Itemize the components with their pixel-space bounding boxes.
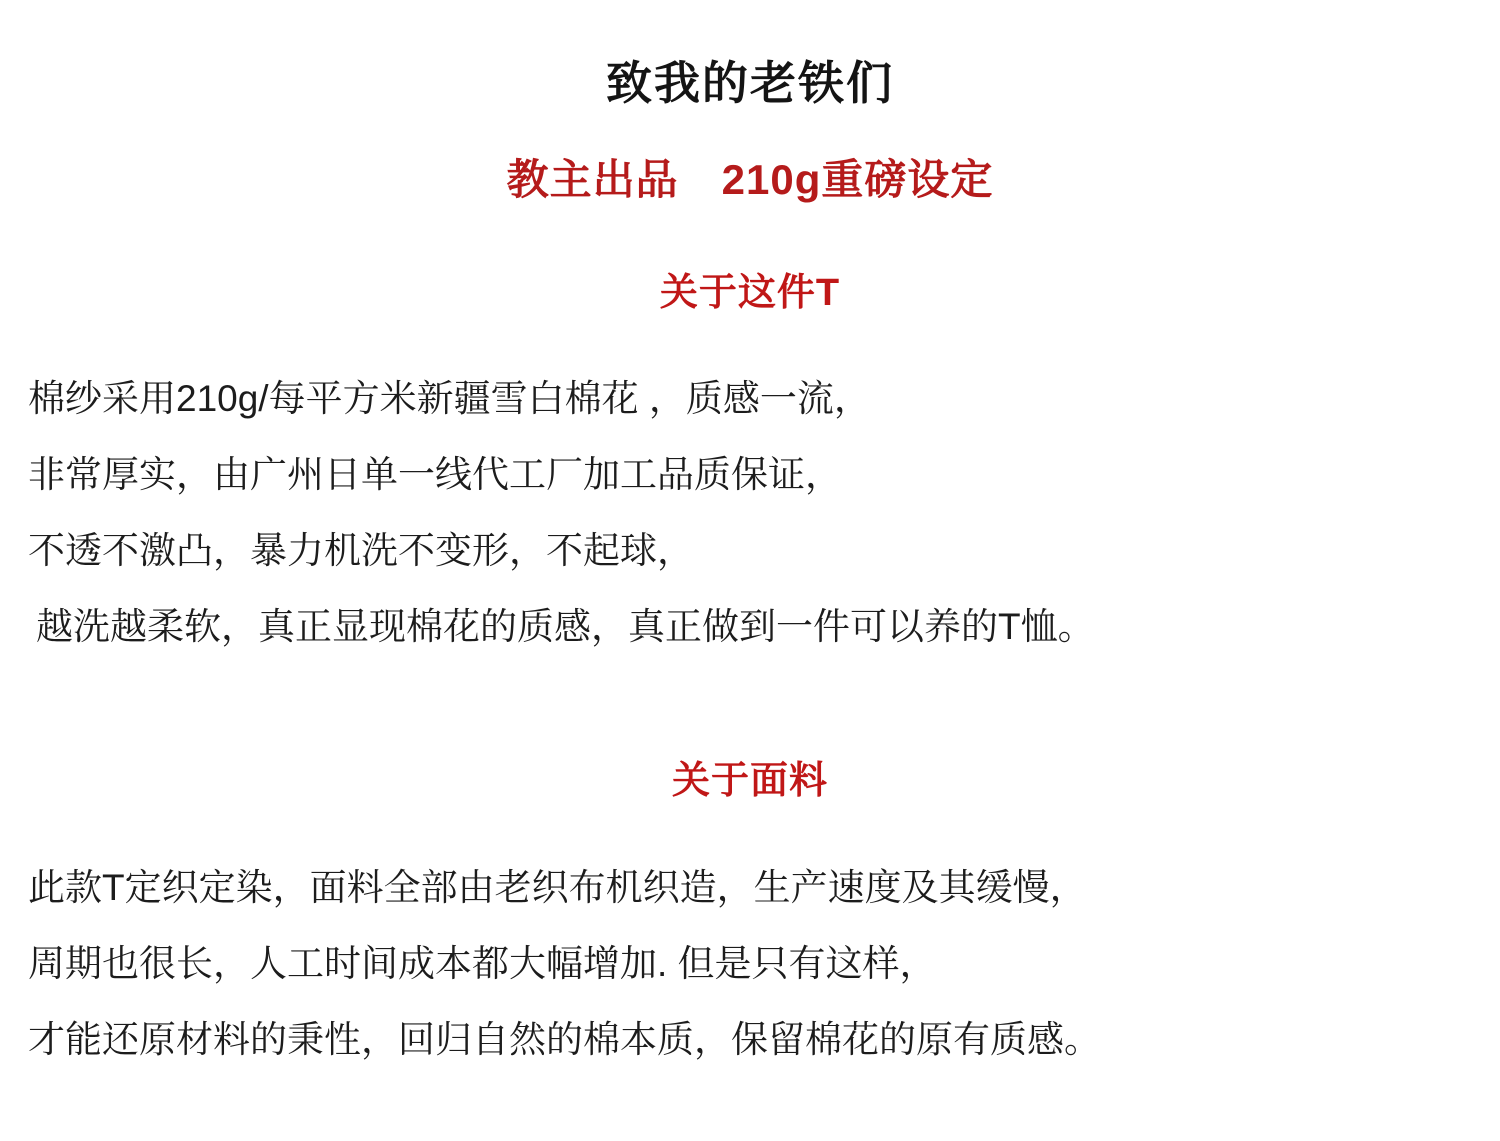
- section-heading-about-fabric: 关于面料: [671, 759, 828, 802]
- body-line: 越洗越柔软，真正显现棉花的质感，真正做到一件可以养的T恤。: [36, 605, 1095, 647]
- section-heading-about-tee: 关于这件T: [659, 271, 841, 314]
- page-title: 致我的老铁们: [606, 57, 894, 109]
- section-body-about-fabric: [0, 802, 1500, 1078]
- body-line: 周期也很长，人工时间成本都大幅增加. 但是只有这样，: [28, 943, 937, 985]
- body-line: 棉纱采用210g/每平方米新疆雪白棉花 ，质感一流，: [28, 377, 871, 419]
- section-body-about-tee: [0, 315, 1500, 665]
- body-line: 才能还原材料的秉性，回归自然的棉本质，保留棉花的原有质感。: [28, 1019, 1101, 1061]
- body-line: 非常厚实，由广州日单一线代工厂加工品质保证，: [28, 453, 842, 495]
- brand-subtitle: 教主出品 210g重磅设定: [506, 155, 994, 203]
- body-line: 此款T定织定染，面料全部由老织布机织造，生产速度及其缓慢，: [28, 867, 1087, 909]
- body-line: 不透不激凸，暴力机洗不变形，不起球，: [28, 529, 694, 571]
